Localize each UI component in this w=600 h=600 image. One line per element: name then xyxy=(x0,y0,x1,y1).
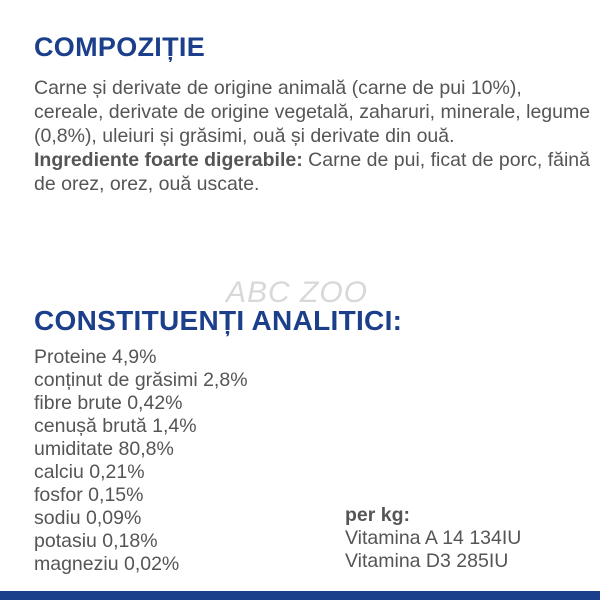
per-kg-block xyxy=(345,504,521,573)
watermark: ABC ZOO xyxy=(226,276,369,309)
list-item: calciu 0,21% xyxy=(34,461,145,483)
constituents-heading: CONSTITUENȚI ANALITICI: xyxy=(34,305,403,336)
list-item: Proteine 4,9% xyxy=(34,346,157,368)
composition-heading: COMPOZIȚIE xyxy=(34,32,205,62)
list-item: fosfor 0,15% xyxy=(34,484,144,506)
ingredients-text: Carne de pui, ficat de porc, făină de orez, orez, ouă uscate. xyxy=(34,149,590,195)
per-kg-title: per kg: xyxy=(345,504,411,526)
list-item: fibre brute 0,42% xyxy=(34,392,183,414)
list-item: conținut de grăsimi 2,8% xyxy=(34,369,248,391)
list-item: potasiu 0,18% xyxy=(34,530,158,552)
vitamin-item: Vitamina D3 285IU xyxy=(345,550,509,572)
list-item: sodiu 0,09% xyxy=(34,507,142,529)
vitamin-item: Vitamina A 14 134IU xyxy=(345,527,522,549)
list-item: cenușă brută 1,4% xyxy=(34,415,197,437)
composition-text xyxy=(34,76,594,196)
list-item: umiditate 80,8% xyxy=(34,438,174,460)
list-item: magneziu 0,02% xyxy=(34,553,180,575)
ingredients-label: Ingrediente foarte digerabile: xyxy=(34,149,303,171)
bottom-bar xyxy=(0,591,600,600)
composition-body: Carne și derivate de origine animală (carne de pui 10%), cereale, derivate de origine vegetală, zaharuri, minerale, legume (0,8%), uleiuri și grăsimi, ouă și derivate din ouă. xyxy=(34,77,591,147)
constituents-list xyxy=(34,346,248,576)
